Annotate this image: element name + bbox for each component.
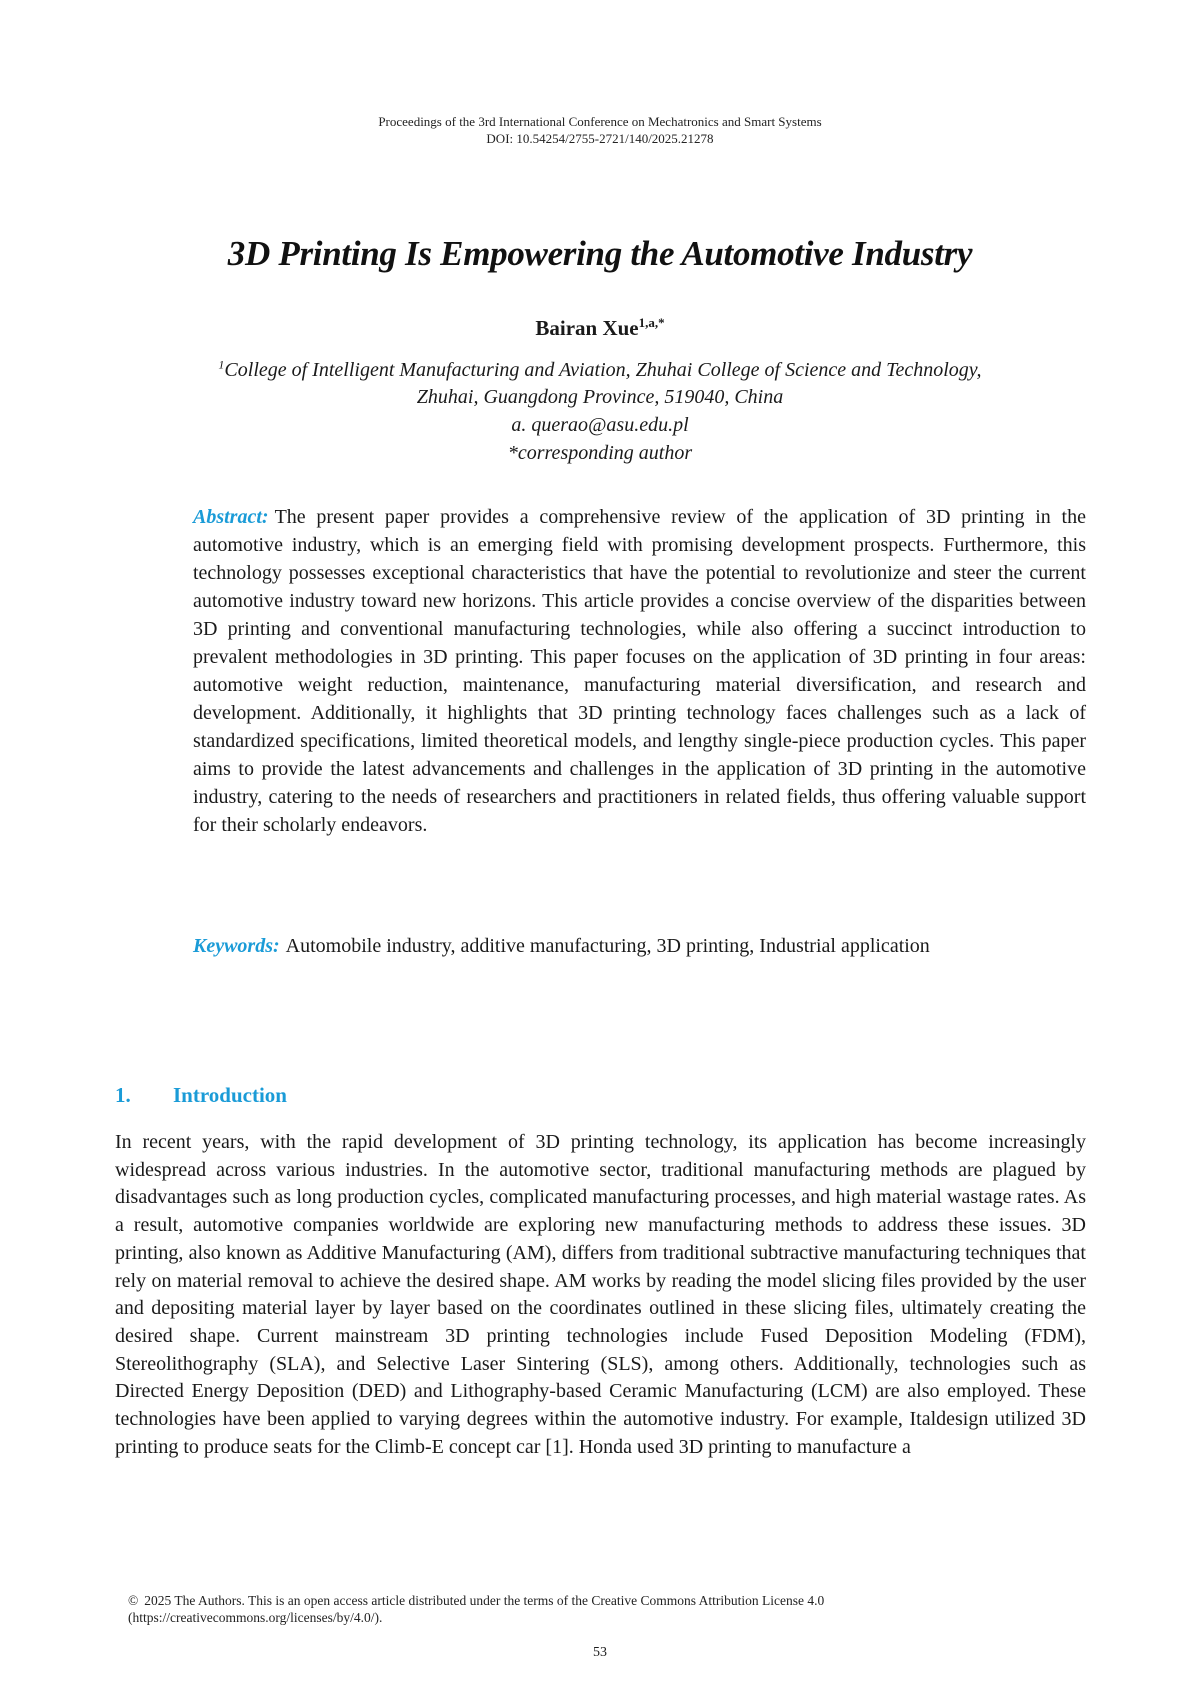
abstract-label: Abstract: — [193, 506, 269, 528]
author-name: Bairan Xue — [535, 316, 639, 340]
affiliation-mark: 1 — [218, 357, 225, 372]
abstract — [193, 503, 1086, 839]
page-number: 53 — [593, 1645, 607, 1660]
keywords-label: Keywords: — [193, 935, 280, 957]
affiliation-line-2: Zhuhai, Guangdong Province, 519040, China — [416, 386, 784, 408]
abstract-text: The present paper provides a comprehensive review of the application of 3D printing in the automotive industry, which is an emerging field with promising development prospects. Furthermore, this technology possesses exceptional characteristics that have the potential to revolutionize and steer the current automotive industry toward new horizons. This article provides a concise overview of the disparities between 3D printing and conventional manufacturing technologies, while also offering a succinct introduction to prevalent methodologies in 3D printing. This paper focuses on the application of 3D printing in four areas: automotive weight reduction, maintenance, manufacturing material diversification, and research and development. Additionally, it highlights that 3D printing technology faces challenges such as a lack of standardized specifications, limited theoretical models, and lengthy single-piece production cycles. This paper aims to provide the latest advancements and challenges in the application of 3D printing in the automotive industry, catering to the needs of researchers and practitioners in related fields, thus offering valuable support for their scholarly endeavors. — [193, 506, 1086, 836]
proceedings-header: Proceedings of the 3rd International Conference on Mechatronics and Smart Systems — [378, 114, 822, 129]
author-line — [0, 316, 1200, 341]
paper-title: 3D Printing Is Empowering the Automotive Industry — [227, 234, 973, 273]
section-title: Introduction — [173, 1083, 287, 1107]
author-email: a. querao@asu.edu.pl — [511, 414, 689, 436]
doi-header: DOI: 10.54254/2755-2721/140/2025.21278 — [486, 131, 714, 146]
license-footer — [128, 1592, 1088, 1626]
author-affiliation-marks: 1,a,* — [638, 315, 665, 330]
license-text-line-1: 2025 The Authors. This is an open access article distributed under the terms of the Creative Commons Attribution License 4.0 — [144, 1593, 825, 1608]
keywords-text: Automobile industry, additive manufacturing, 3D printing, Industrial application — [285, 935, 930, 957]
keywords — [193, 932, 1086, 960]
copyright-icon: © — [128, 1593, 139, 1608]
affiliation-line-1 — [0, 357, 1200, 383]
introduction-paragraph: In recent years, with the rapid development of 3D printing technology, its application has become increasingly widespread across various industries. In the automotive sector, traditional manufacturing methods are plagued by disadvantages such as long production cycles, complicated manufacturing processes, and high material wastage rates. As a result, automotive companies worldwide are exploring new manufacturing methods to address these issues. 3D printing, also known as Additive Manufacturing (AM), differs from traditional subtractive manufacturing techniques that rely on material removal to achieve the desired shape. AM works by reading the model slicing files provided by the user and depositing material layer by layer based on the coordinates outlined in these slicing files, ultimately creating the desired shape. Current mainstream 3D printing technologies include Fused Deposition Modeling (FDM), Stereolithography (SLA), and Selective Laser Sintering (SLS), among others. Additionally, technologies such as Directed Energy Deposition (DED) and Lithography-based Ceramic Manufacturing (LCM) are also employed. These technologies have been applied to varying degrees within the automotive industry. For example, Italdesign utilized 3D printing to produce seats for the Climb-E concept car [1]. Honda used 3D printing to manufacture a — [115, 1131, 1086, 1458]
corresponding-note: *corresponding author — [507, 442, 693, 464]
section-number: 1. — [115, 1083, 131, 1107]
affiliation-text-1: College of Intelligent Manufacturing and Aviation, Zhuhai College of Science and Technology, — [224, 359, 982, 381]
section-heading-introduction — [115, 1083, 287, 1108]
license-link[interactable]: (https://creativecommons.org/licenses/by/4.0/). — [128, 1610, 383, 1625]
